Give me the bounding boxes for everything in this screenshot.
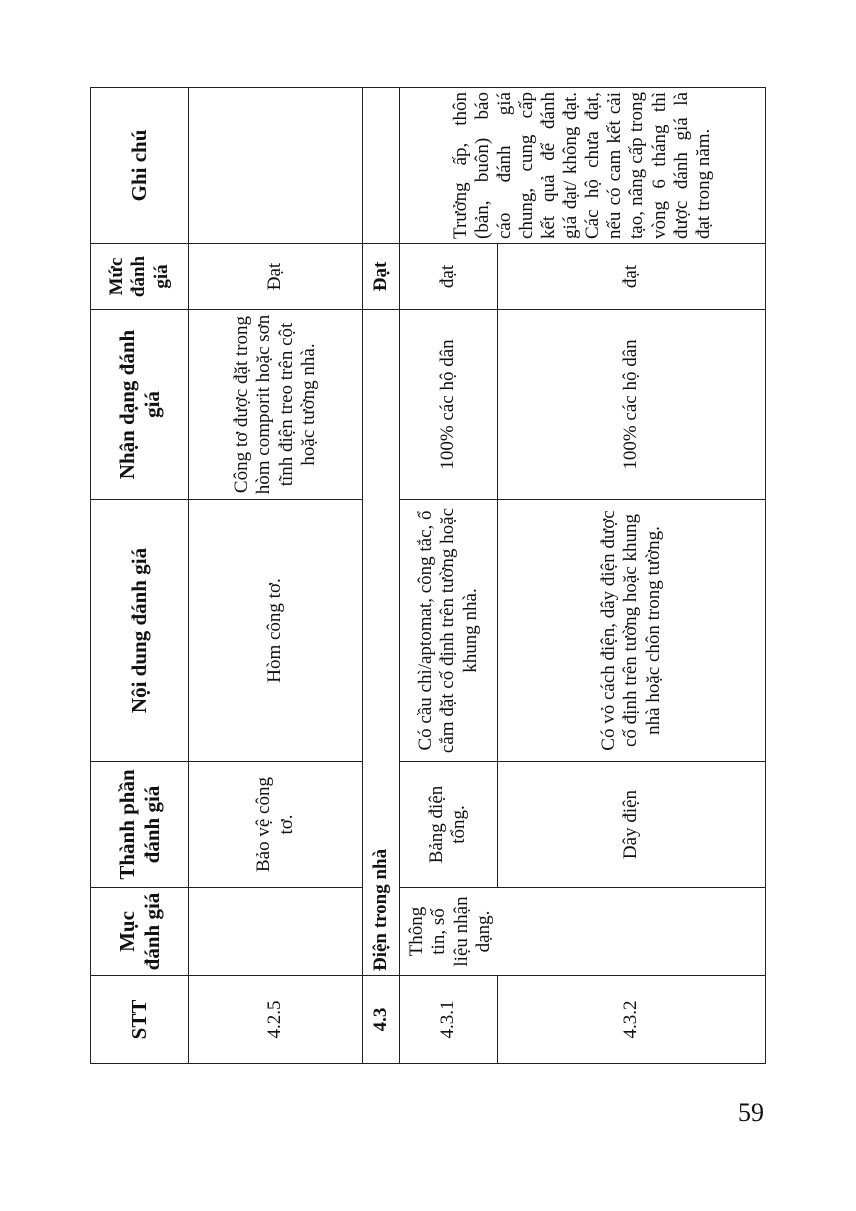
cell-muc-danh-gia: đạt [399,244,497,310]
header-nhan-dang: Nhận dạng đánh giá [91,310,189,500]
cell-ghi-chu [189,88,363,244]
header-stt: STT [91,976,189,1064]
rotated-table-container [90,88,766,1064]
cell-muc-danh-gia: đạt [498,244,766,310]
cell-muc: Thông tin, số liệu nhận dạng. [399,888,765,976]
header-row [91,88,189,1064]
cell-thanh-phan: Bảo vệ công tơ. [189,762,363,888]
header-ghi-chu: Ghi chú [91,88,189,244]
table-row [189,88,363,1064]
cell-stt: 4.2.5 [189,976,363,1064]
cell-stt: 4.3 [363,976,400,1064]
header-noi-dung: Nội dung đánh giá [91,500,189,762]
page-number: 59 [738,1098,764,1127]
header-thanh-phan: Thành phần đánh giá [91,762,189,888]
cell-ghi-chu: Trưởng ấp, thôn (bản, buôn) báo cáo đánh giá chung, cung cấp kết quả để đánh giá đạt/ không đạt. Các hộ chưa đạt, nếu có cam kết cải tạo, nâng cấp trong vòng 6 tháng thì được đánh giá là đạt trong năm. [399,88,765,244]
cell-nhan-dang: Công tơ được đặt trong hòm comporit hoặc sơn tĩnh điện treo trên cột hoặc tường nhà. [189,310,363,500]
cell-stt: 4.3.1 [399,976,497,1064]
cell-muc-danh-gia: Đạt [363,244,400,310]
cell-thanh-phan: Dây điện [498,762,766,888]
cell-muc [189,888,363,976]
table-row [399,88,497,1064]
cell-noi-dung: Có cầu chì/aptomat, công tắc, ổ cắm đặt cố định trên tường hoặc khung nhà. [399,500,497,762]
header-muc-danh-gia: Mức đánh giá [91,244,189,310]
evaluation-table [90,87,766,1064]
cell-noi-dung: Có vỏ cách điện, dây điện được cố định trên tường hoặc khung nhà hoặc chôn trong tường. [498,500,766,762]
cell-nhan-dang: 100% các hộ dân [498,310,766,500]
header-muc: Mục đánh giá [91,888,189,976]
cell-stt: 4.3.2 [498,976,766,1064]
cell-muc-danh-gia: Đạt [189,244,363,310]
cell-nhan-dang: 100% các hộ dân [399,310,497,500]
cell-noi-dung: Hòm công tơ. [189,500,363,762]
cell-ghi-chu [363,88,400,244]
cell-thanh-phan: Bảng điện tổng. [399,762,497,888]
section-title: Điện trong nhà [363,310,400,976]
section-row [363,88,400,1064]
